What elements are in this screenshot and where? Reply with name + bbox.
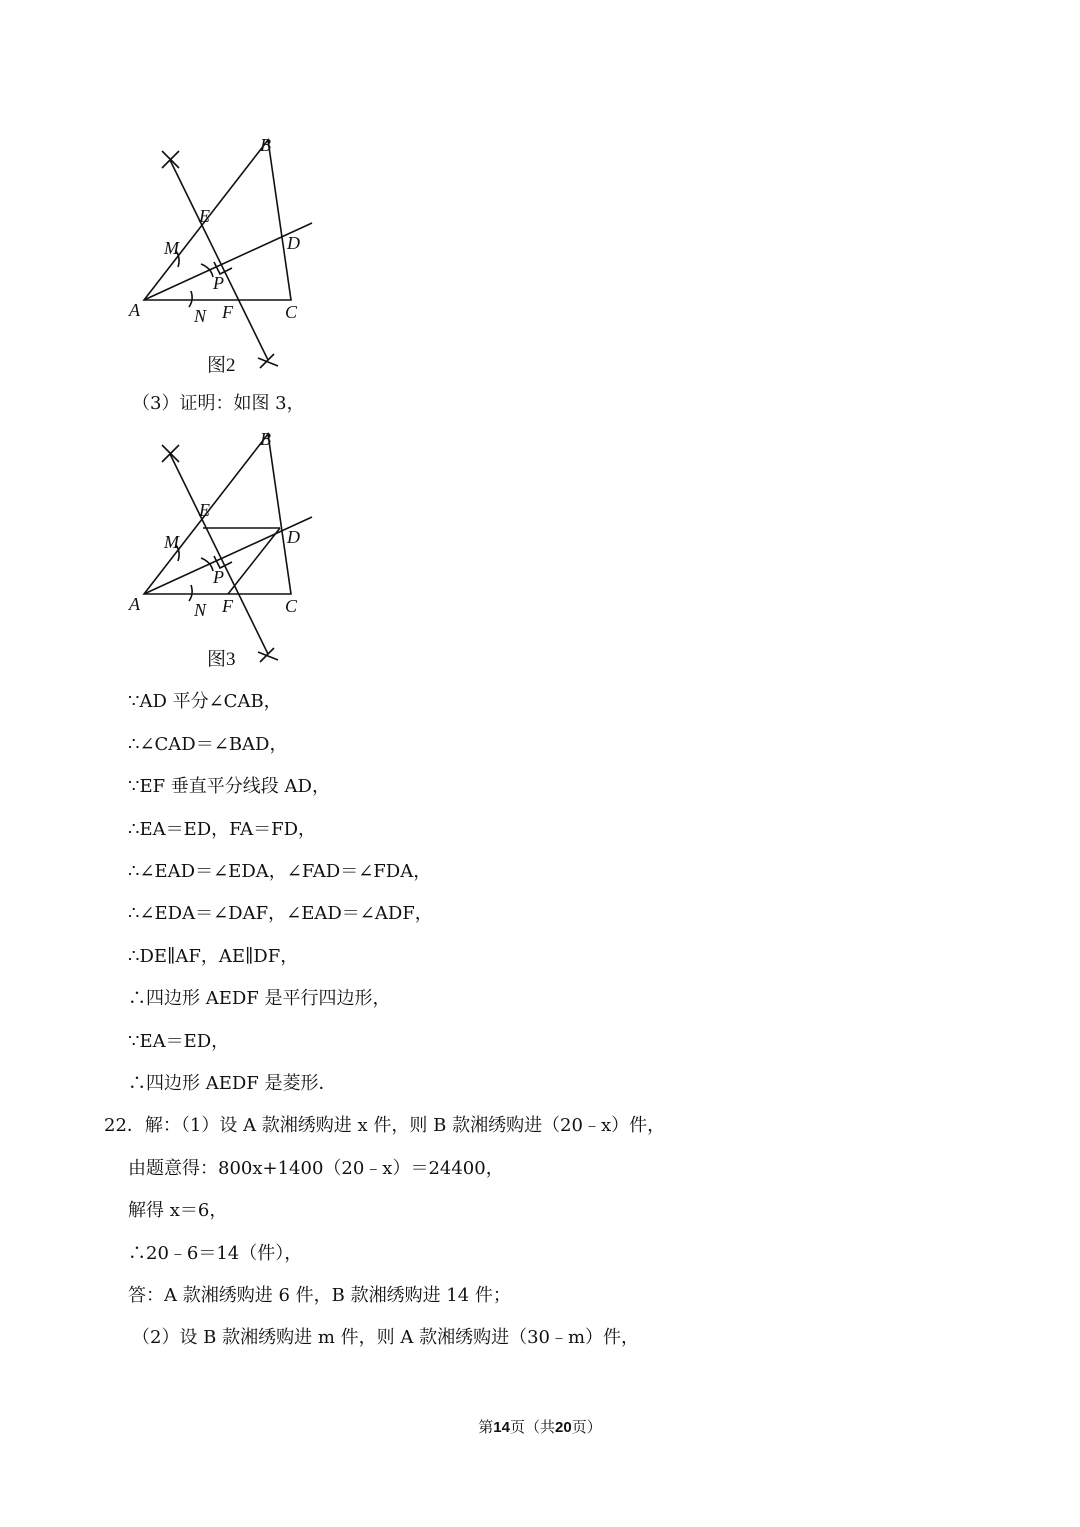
proof-line: ∵EF 垂直平分线段 AD， bbox=[128, 776, 330, 797]
label-a: A bbox=[129, 300, 140, 320]
label-c: C bbox=[285, 302, 298, 322]
proof-line: ∴∠EAD＝∠EDA，∠FAD＝∠FDA， bbox=[128, 861, 432, 882]
arc-n bbox=[189, 291, 192, 307]
arc-n bbox=[189, 585, 192, 601]
cross-mark-bottom bbox=[258, 354, 278, 368]
label-c: C bbox=[285, 596, 298, 616]
proof-line: ∴EA＝ED，FA＝FD， bbox=[128, 819, 317, 840]
label-b: B bbox=[260, 135, 271, 155]
cross-mark-top bbox=[162, 151, 179, 168]
question-22-line: 由题意得：800x+1400（20﹣x）＝24400， bbox=[128, 1158, 504, 1179]
proof-line: ∴∠EDA＝∠DAF，∠EAD＝∠ADF， bbox=[128, 903, 433, 924]
figure-2-diagram bbox=[128, 130, 328, 380]
label-e: E bbox=[199, 206, 210, 226]
footer-prefix: 第 bbox=[478, 1418, 494, 1436]
label-p: P bbox=[213, 273, 224, 293]
proof-line: ∴四边形 AEDF 是平行四边形， bbox=[128, 988, 391, 1009]
question-22-line: （2）设 B 款湘绣购进 m 件，则 A 款湘绣购进（30﹣m）件， bbox=[132, 1327, 640, 1348]
label-f: F bbox=[222, 302, 233, 322]
footer-page-number: 14 bbox=[493, 1419, 510, 1436]
figure-2 bbox=[128, 130, 328, 380]
label-p: P bbox=[213, 567, 224, 587]
label-m: M bbox=[164, 238, 179, 258]
question-22-line: ∴20﹣6＝14（件）， bbox=[128, 1243, 303, 1264]
label-m: M bbox=[164, 532, 179, 552]
footer-total-pages: 20 bbox=[555, 1419, 572, 1436]
footer-suffix: 页） bbox=[571, 1418, 602, 1436]
label-n: N bbox=[194, 306, 207, 326]
figure-3-diagram bbox=[128, 424, 328, 674]
question-22-line: 答：A 款湘绣购进 6 件，B 款湘绣购进 14 件； bbox=[128, 1285, 511, 1306]
segment-fd bbox=[228, 528, 280, 594]
label-a: A bbox=[129, 594, 140, 614]
cross-mark-bottom bbox=[258, 648, 278, 662]
question-22-line: 解得 x＝6， bbox=[128, 1200, 228, 1221]
proof-line: ∴DE∥AF，AE∥DF， bbox=[128, 946, 299, 967]
label-e: E bbox=[199, 500, 210, 520]
cross-mark-top bbox=[162, 445, 179, 462]
label-f: F bbox=[222, 596, 233, 616]
perpendicular-bisector-ef bbox=[170, 160, 268, 360]
proof-line: ∴四边形 AEDF 是菱形． bbox=[128, 1073, 337, 1094]
part-3-header: （3）证明：如图 3， bbox=[132, 393, 305, 414]
footer-middle: 页（共 bbox=[509, 1418, 555, 1436]
proof-line: ∴∠CAD＝∠BAD， bbox=[128, 734, 288, 755]
label-b: B bbox=[260, 429, 271, 449]
label-d: D bbox=[287, 233, 300, 253]
figure-2-caption: 图2 bbox=[207, 355, 236, 376]
proof-line: ∵EA＝ED， bbox=[128, 1031, 230, 1052]
figure-3 bbox=[128, 424, 328, 674]
label-n: N bbox=[194, 600, 207, 620]
question-22-line: 22．解：（1）设 A 款湘绣购进 x 件，则 B 款湘绣购进（20﹣x）件， bbox=[104, 1115, 666, 1136]
proof-line: ∵AD 平分∠CAB， bbox=[128, 691, 282, 712]
label-d: D bbox=[287, 527, 300, 547]
figure-3-caption: 图3 bbox=[207, 649, 236, 670]
page-footer bbox=[0, 1416, 1080, 1437]
perpendicular-bisector-ef bbox=[170, 454, 268, 654]
